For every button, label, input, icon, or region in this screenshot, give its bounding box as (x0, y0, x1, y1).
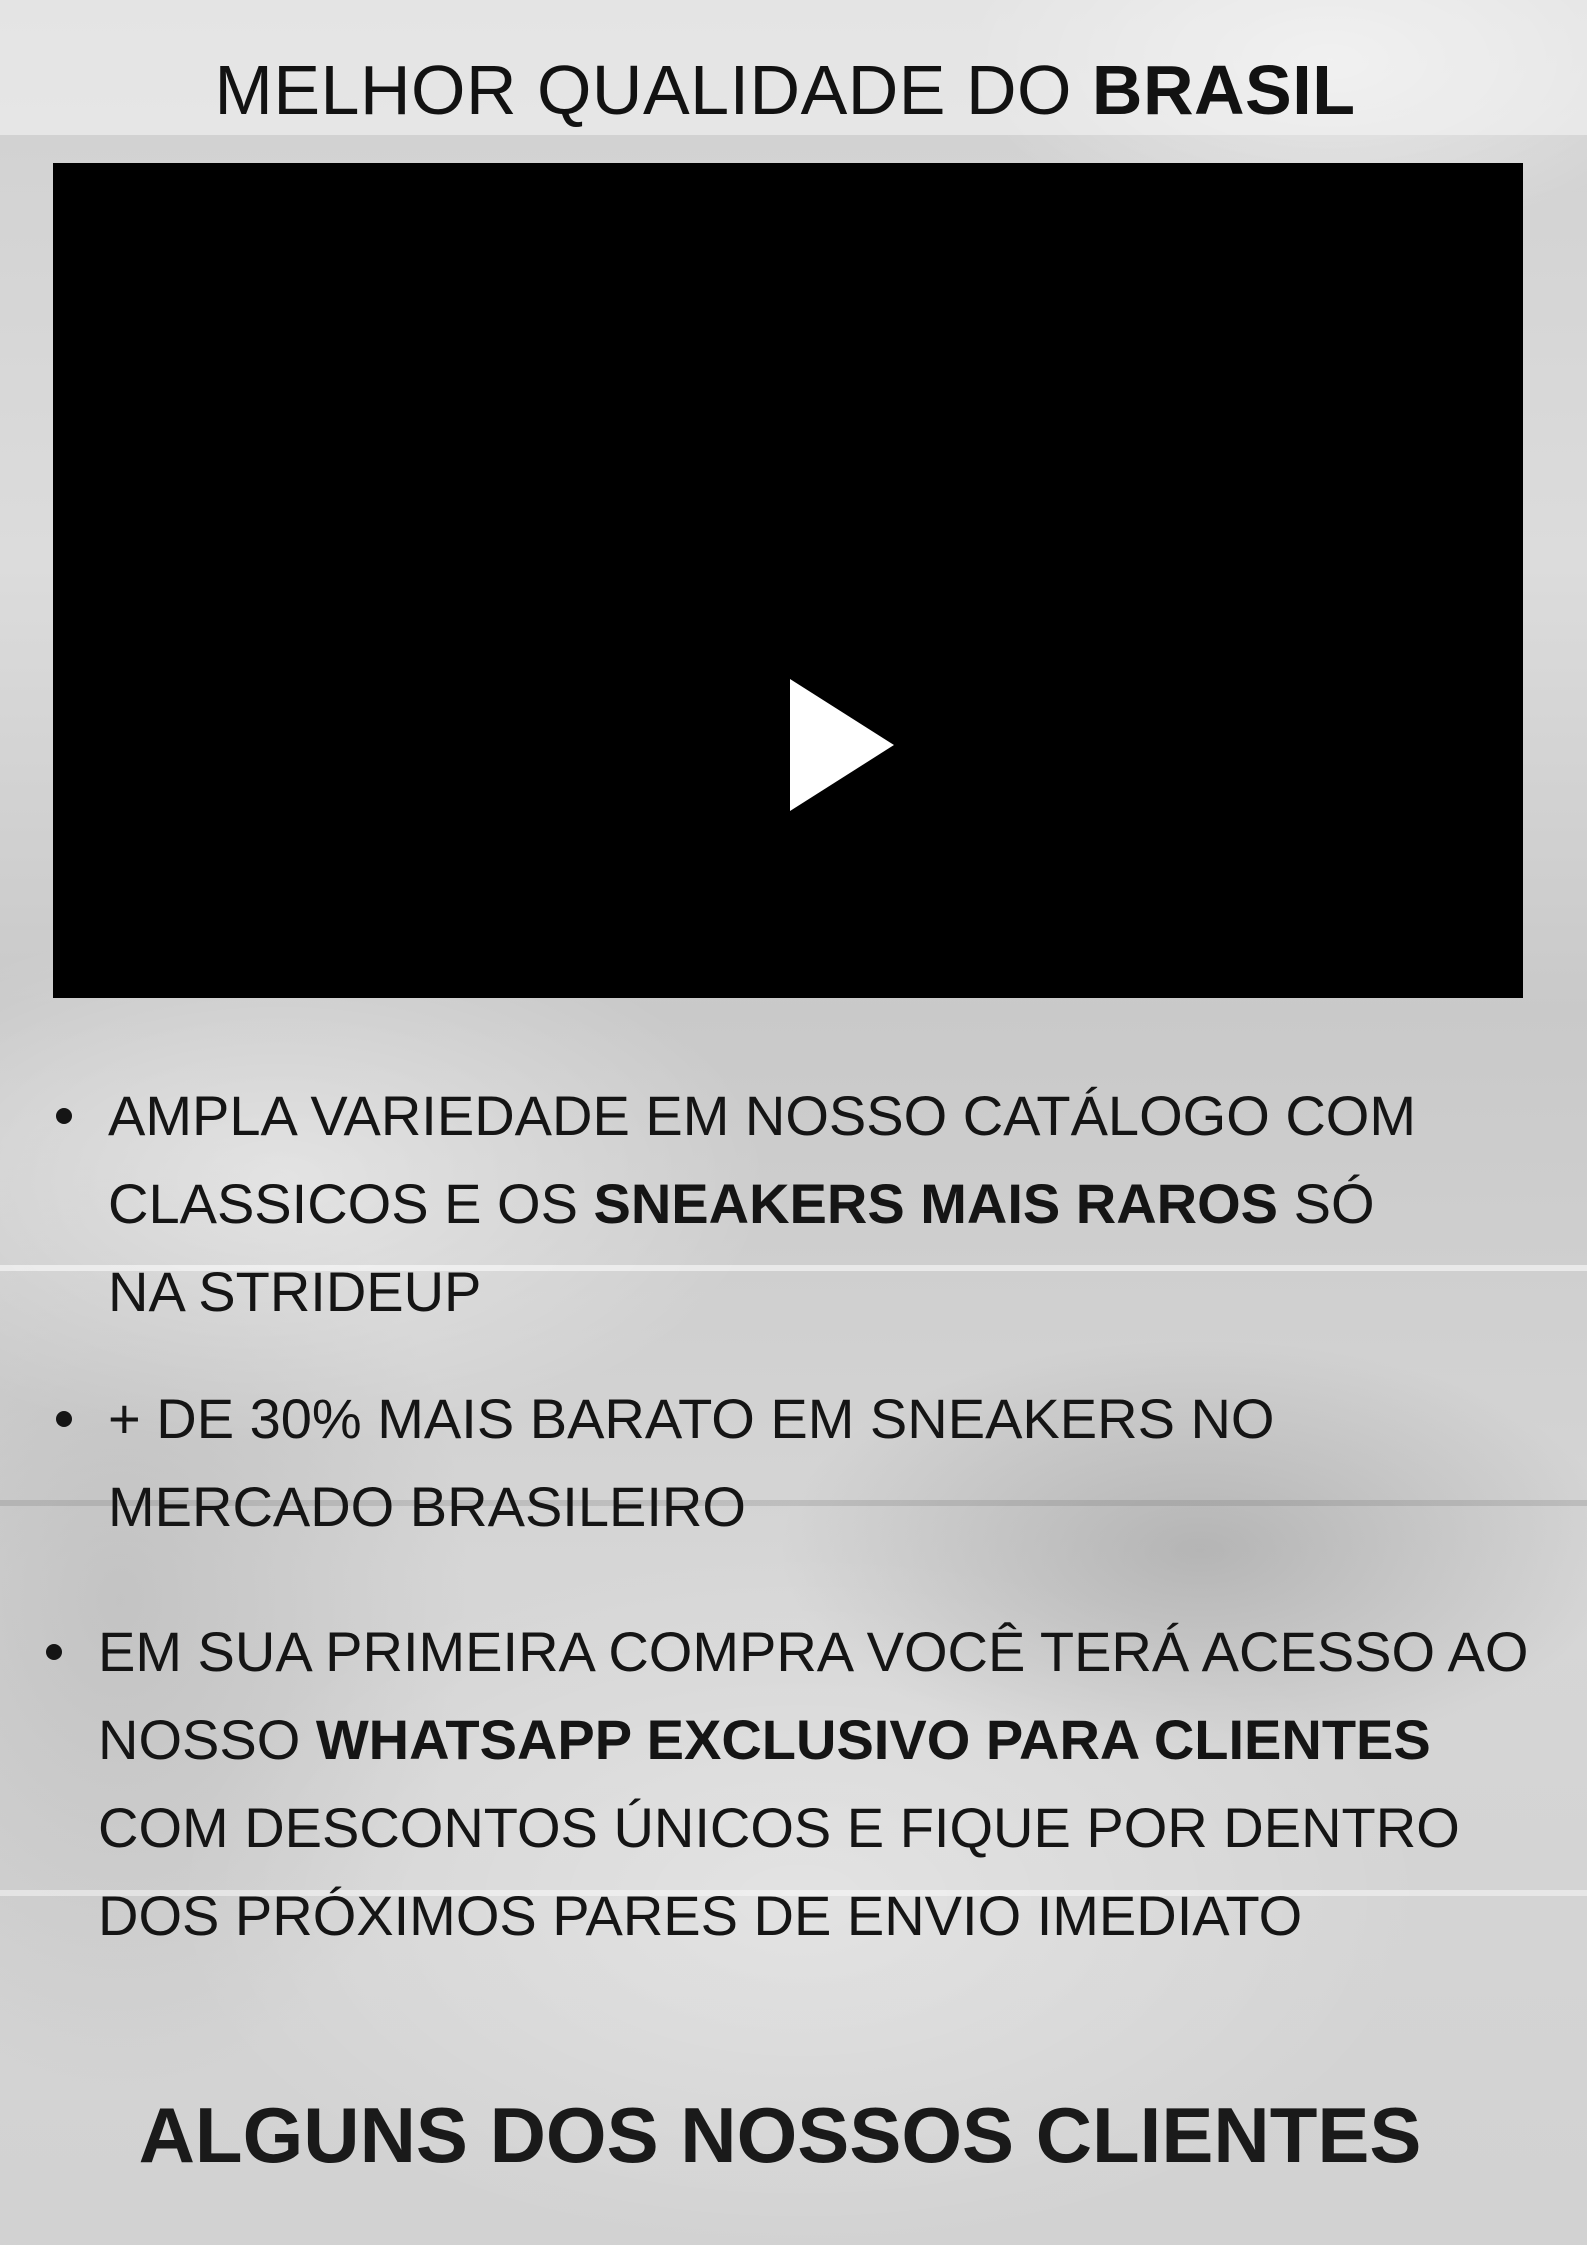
feature-item-whatsapp (98, 1608, 1558, 1960)
feature-line (98, 1784, 1558, 1872)
page-title-light: MELHOR QUALIDADE DO (214, 51, 1072, 129)
page-title (0, 50, 1570, 130)
feature-text: AMPLA VARIEDADE EM NOSSO CATÁLOGO COM (108, 1084, 1416, 1147)
feature-text: SÓ (1278, 1172, 1375, 1235)
feature-text: EM SUA PRIMEIRA COMPRA VOCÊ TERÁ ACESSO AO (98, 1620, 1529, 1683)
feature-line (108, 1160, 1528, 1248)
feature-line (108, 1072, 1528, 1160)
feature-line (108, 1248, 1528, 1336)
feature-line (108, 1375, 1528, 1463)
feature-text: + DE 30% MAIS BARATO EM SNEAKERS NO (108, 1387, 1275, 1450)
feature-text: COM DESCONTOS ÚNICOS E FIQUE POR DENTRO (98, 1796, 1460, 1859)
feature-line (98, 1872, 1558, 1960)
feature-highlight: WHATSAPP EXCLUSIVO PARA CLIENTES (315, 1708, 1431, 1771)
play-icon[interactable] (790, 679, 894, 811)
bullet-icon (56, 1411, 72, 1427)
page-title-bold: BRASIL (1091, 51, 1356, 129)
bullet-icon (56, 1108, 72, 1124)
feature-text: DOS PRÓXIMOS PARES DE ENVIO IMEDIATO (98, 1884, 1303, 1947)
video-player[interactable] (53, 163, 1523, 998)
clients-heading: ALGUNS DOS NOSSOS CLIENTES (138, 2091, 1422, 2179)
feature-item-price (108, 1375, 1528, 1551)
feature-text: CLASSICOS E OS (108, 1172, 594, 1235)
feature-line (108, 1463, 1528, 1551)
feature-text: NOSSO (98, 1708, 316, 1771)
feature-text: MERCADO BRASILEIRO (108, 1475, 746, 1538)
feature-line (98, 1608, 1558, 1696)
feature-item-variety (108, 1072, 1528, 1336)
bullet-icon (46, 1644, 62, 1660)
feature-highlight: SNEAKERS MAIS RAROS (593, 1172, 1279, 1235)
feature-text: NA STRIDEUP (108, 1260, 482, 1323)
feature-line (98, 1696, 1558, 1784)
